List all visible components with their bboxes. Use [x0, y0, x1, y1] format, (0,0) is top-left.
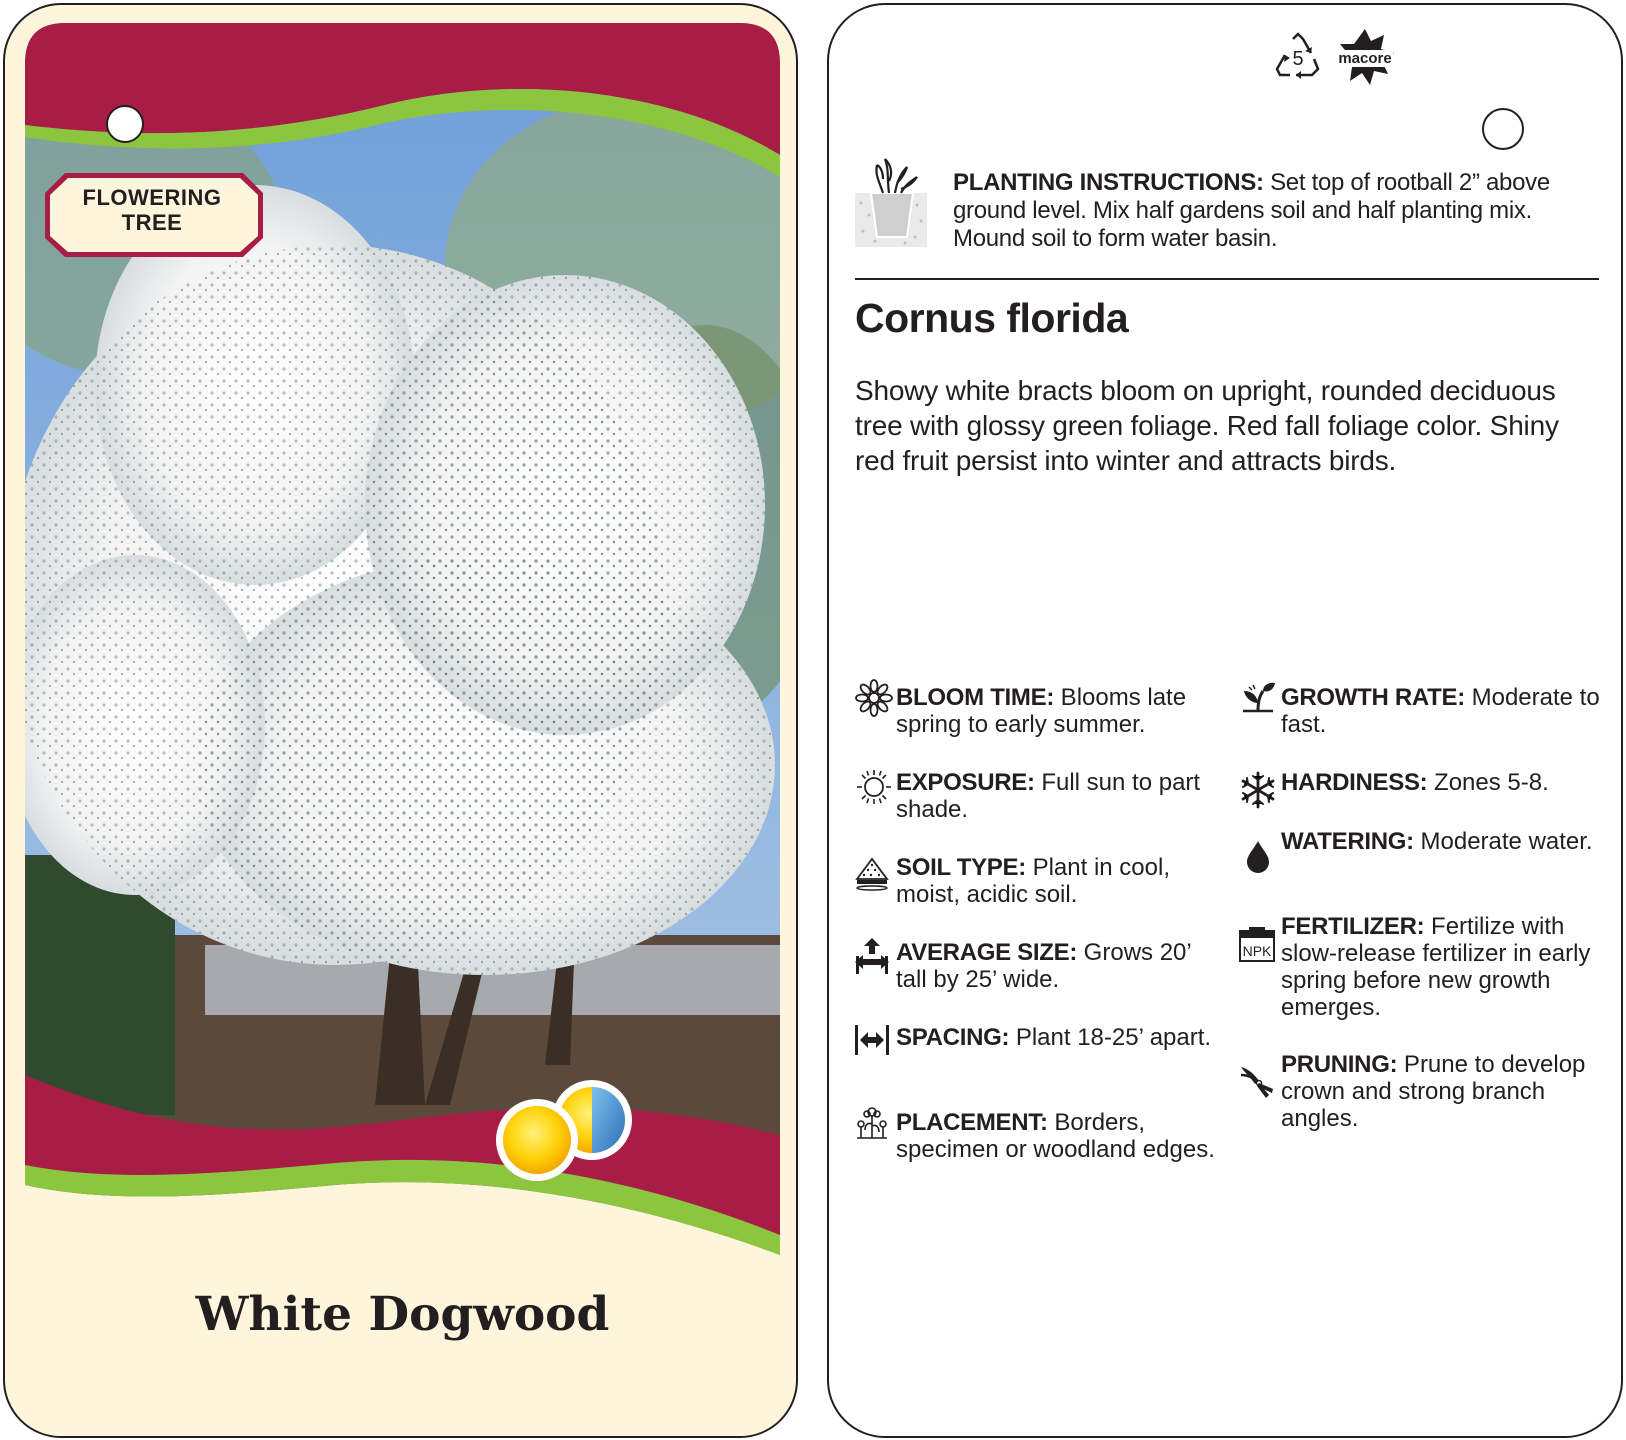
plant-common-name: White Dogwood: [195, 1287, 610, 1342]
snowflake-icon: [1239, 771, 1277, 809]
attribute-text: Prune to develop crown and strong branch angles.: [1281, 1051, 1586, 1132]
attribute-spacing: [896, 1024, 1216, 1051]
recycle-number: 5: [1292, 48, 1304, 70]
attribute-text: Borders, specimen or woodland edges.: [896, 1109, 1215, 1163]
attribute-text: Fertilize with slow-release fertilizer in early spring before new growth emerges.: [1281, 913, 1591, 1021]
attribute-bloom-time: [896, 684, 1216, 738]
category-badge: [37, 185, 267, 235]
attribute-label: SPACING:: [896, 1024, 1010, 1051]
attribute-placement: [896, 1109, 1216, 1163]
attribute-text: Grows 20’ tall by 25’ wide.: [896, 939, 1191, 993]
sprout-icon: [1239, 681, 1277, 719]
attribute-label: SOIL TYPE:: [896, 854, 1026, 881]
macore-logo: [1332, 27, 1398, 87]
back-tag: [827, 3, 1623, 1438]
badge-line-2: TREE: [121, 210, 183, 235]
planting-pot-icon: [855, 155, 927, 247]
attribute-text: Plant 18-25’ apart.: [1009, 1024, 1212, 1051]
attribute-fertilizer: [1281, 913, 1601, 1021]
attribute-label: FERTILIZER:: [1281, 913, 1425, 940]
attribute-text: Blooms late spring to early summer.: [896, 684, 1187, 738]
front-tag: [3, 3, 798, 1438]
brand-name: macore: [1338, 50, 1392, 67]
spacing-icon: [853, 1021, 891, 1059]
flower-icon: [855, 679, 893, 717]
sun-icon: [855, 768, 893, 806]
svg-text:NPK: NPK: [1242, 943, 1272, 959]
attribute-text: Moderate to fast.: [1281, 684, 1600, 738]
full-sun-icon: [496, 1099, 578, 1181]
badge-line-1: FLOWERING: [82, 185, 222, 210]
planting-text: Set top of rootball 2” above ground level. Mix half gardens soil and half planting mix. Mound soil to form water basin.: [953, 169, 1550, 252]
planting-label: PLANTING INSTRUCTIONS:: [953, 169, 1264, 196]
hang-hole: [1482, 108, 1524, 150]
attribute-label: HARDINESS:: [1281, 769, 1428, 796]
divider: [855, 278, 1599, 280]
hang-hole: [106, 105, 144, 143]
soil-icon: [853, 853, 891, 891]
botanical-name: Cornus florida: [855, 295, 1129, 341]
attribute-label: BLOOM TIME:: [896, 684, 1055, 711]
attribute-growth-rate: [1281, 684, 1601, 738]
npk-icon: [1237, 925, 1277, 965]
attribute-text: Zones 5-8.: [1427, 769, 1549, 796]
attribute-watering: [1281, 828, 1601, 855]
attribute-label: EXPOSURE:: [896, 769, 1035, 796]
attribute-text: Moderate water.: [1413, 828, 1593, 855]
planting-instructions: [953, 169, 1593, 253]
attribute-average-size: [896, 939, 1216, 993]
pruners-icon: [1239, 1063, 1277, 1101]
attribute-label: PLACEMENT:: [896, 1109, 1048, 1136]
water-drop-icon: [1239, 837, 1277, 875]
recycle-icon: [1274, 31, 1322, 79]
attribute-soil-type: [896, 854, 1216, 908]
attribute-pruning: [1281, 1051, 1601, 1132]
attribute-label: AVERAGE SIZE:: [896, 939, 1078, 966]
attribute-hardiness: [1281, 769, 1601, 796]
plant-description: Showy white bracts bloom on upright, rounded deciduous tree with glossy green foliage. Red fall foliage color. Shiny red fruit persist into winter and attracts birds.: [855, 375, 1559, 476]
attribute-exposure: [896, 769, 1216, 823]
placement-icon: [853, 1104, 891, 1142]
size-icon: [853, 936, 891, 974]
attribute-label: PRUNING:: [1281, 1051, 1398, 1078]
attribute-label: GROWTH RATE:: [1281, 684, 1465, 711]
attribute-text: Plant in cool, moist, acidic soil.: [896, 854, 1171, 908]
attribute-label: WATERING:: [1281, 828, 1414, 855]
attribute-text: Full sun to part shade.: [896, 769, 1201, 823]
